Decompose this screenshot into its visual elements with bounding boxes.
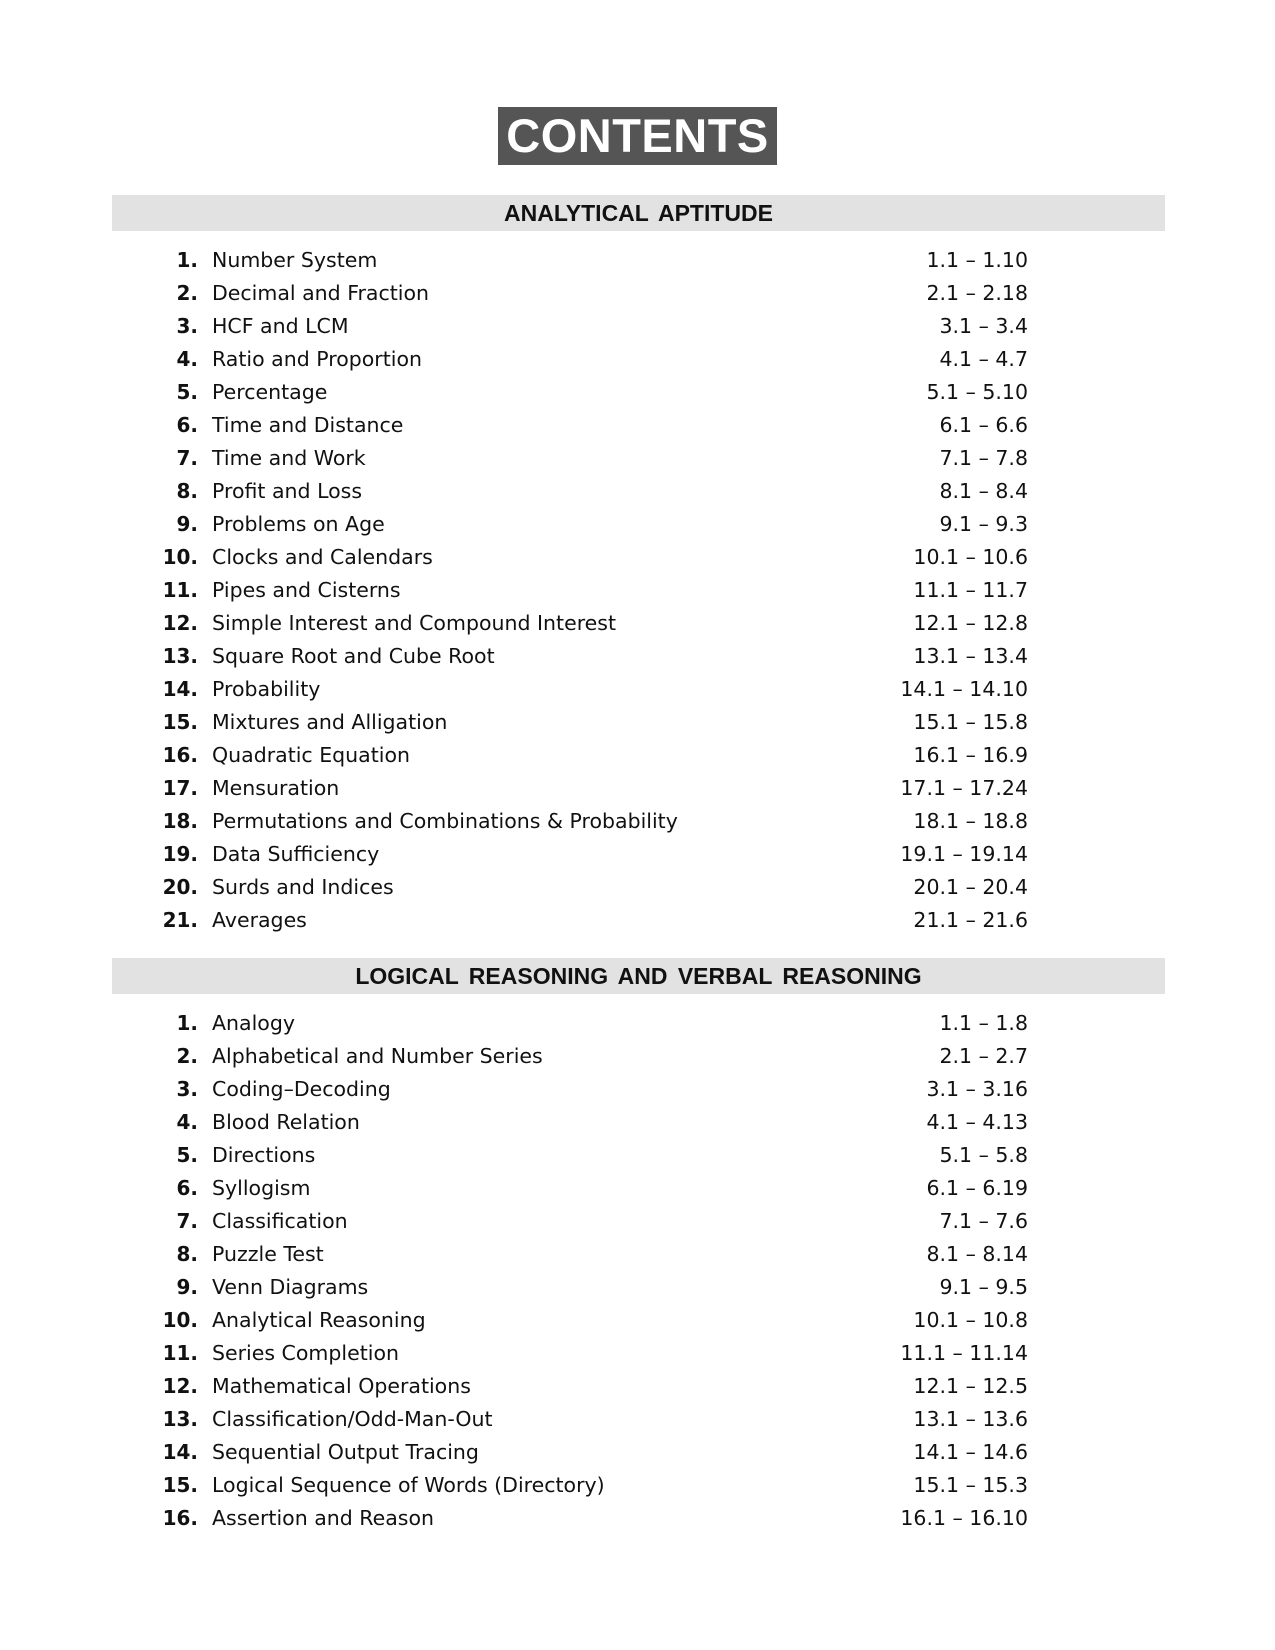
toc-entry: [0, 739, 1275, 772]
toc-entry-title: Square Root and Cube Root: [212, 644, 495, 668]
toc-entry-number: 19.: [162, 842, 198, 866]
toc-entry-pages: 7.1 – 7.6: [939, 1209, 1028, 1233]
toc-entry-number: 18.: [162, 809, 198, 833]
toc-entry: [0, 1304, 1275, 1337]
toc-entry-number: 2.: [176, 281, 198, 305]
toc-entry: [0, 475, 1275, 508]
toc-entry-title: Profit and Loss: [212, 479, 363, 503]
toc-entry-title: Coding–Decoding: [212, 1077, 391, 1101]
toc-entry-pages: 15.1 – 15.3: [913, 1473, 1028, 1497]
toc-entry-number: 16.: [162, 743, 198, 767]
toc-entry-title: Time and Distance: [212, 413, 404, 437]
toc-entry-pages: 8.1 – 8.4: [939, 479, 1028, 503]
toc-entry-title: Percentage: [212, 380, 328, 404]
toc-list-logical-reasoning: [0, 1007, 1275, 1535]
toc-entry-number: 6.: [176, 413, 198, 437]
toc-entry-number: 13.: [162, 644, 198, 668]
toc-entry-number: 5.: [176, 1143, 198, 1167]
toc-entry: [0, 409, 1275, 442]
toc-entry-pages: 20.1 – 20.4: [913, 875, 1028, 899]
toc-entry-pages: 9.1 – 9.3: [939, 512, 1028, 536]
toc-entry-number: 15.: [162, 710, 198, 734]
toc-entry-number: 12.: [162, 611, 198, 635]
toc-entry-pages: 13.1 – 13.4: [913, 644, 1028, 668]
toc-entry-number: 14.: [162, 677, 198, 701]
toc-entry-pages: 5.1 – 5.10: [926, 380, 1028, 404]
toc-entry-number: 17.: [162, 776, 198, 800]
toc-entry-pages: 21.1 – 21.6: [913, 908, 1028, 932]
toc-entry: [0, 1337, 1275, 1370]
toc-entry-title: Surds and Indices: [212, 875, 394, 899]
toc-entry-number: 16.: [162, 1506, 198, 1530]
toc-entry-title: Mensuration: [212, 776, 340, 800]
toc-entry-number: 8.: [176, 1242, 198, 1266]
toc-entry: [0, 1106, 1275, 1139]
toc-entry-number: 5.: [176, 380, 198, 404]
toc-entry-pages: 10.1 – 10.6: [913, 545, 1028, 569]
toc-entry-title: Ratio and Proportion: [212, 347, 423, 371]
toc-entry-number: 1.: [176, 1011, 198, 1035]
toc-entry: [0, 1238, 1275, 1271]
toc-entry-pages: 19.1 – 19.14: [900, 842, 1028, 866]
toc-entry-title: Permutations and Combinations & Probability: [212, 809, 678, 833]
toc-entry-pages: 3.1 – 3.16: [926, 1077, 1028, 1101]
toc-entry-title: Assertion and Reason: [212, 1506, 435, 1530]
toc-entry-number: 20.: [162, 875, 198, 899]
toc-entry-title: Series Completion: [212, 1341, 399, 1365]
toc-entry: [0, 706, 1275, 739]
toc-entry-title: Mathematical Operations: [212, 1374, 471, 1398]
toc-entry-title: Mixtures and Alligation: [212, 710, 448, 734]
toc-entry-pages: 12.1 – 12.8: [913, 611, 1028, 635]
toc-entry: [0, 1436, 1275, 1469]
toc-entry-number: 11.: [162, 1341, 198, 1365]
toc-entry: [0, 772, 1275, 805]
toc-entry: [0, 244, 1275, 277]
toc-entry-pages: 2.1 – 2.7: [939, 1044, 1028, 1068]
toc-entry: [0, 871, 1275, 904]
toc-entry-number: 6.: [176, 1176, 198, 1200]
toc-entry: [0, 1172, 1275, 1205]
toc-entry-number: 10.: [162, 1308, 198, 1332]
toc-entry-number: 9.: [176, 1275, 198, 1299]
toc-entry-pages: 6.1 – 6.19: [926, 1176, 1028, 1200]
toc-entry-pages: 14.1 – 14.6: [913, 1440, 1028, 1464]
toc-entry-number: 12.: [162, 1374, 198, 1398]
toc-entry-pages: 18.1 – 18.8: [913, 809, 1028, 833]
toc-entry: [0, 805, 1275, 838]
toc-entry: [0, 838, 1275, 871]
toc-entry-number: 1.: [176, 248, 198, 272]
toc-entry: [0, 376, 1275, 409]
toc-entry: [0, 904, 1275, 937]
toc-entry-title: Logical Sequence of Words (Directory): [212, 1473, 605, 1497]
toc-entry-number: 3.: [176, 314, 198, 338]
toc-entry-pages: 2.1 – 2.18: [926, 281, 1028, 305]
page-title: CONTENTS: [498, 107, 777, 165]
toc-entry: [0, 1205, 1275, 1238]
toc-entry-pages: 16.1 – 16.9: [913, 743, 1028, 767]
toc-entry-number: 15.: [162, 1473, 198, 1497]
toc-entry: [0, 640, 1275, 673]
toc-entry-pages: 13.1 – 13.6: [913, 1407, 1028, 1431]
toc-entry-pages: 7.1 – 7.8: [939, 446, 1028, 470]
toc-entry-title: Directions: [212, 1143, 316, 1167]
toc-entry-number: 11.: [162, 578, 198, 602]
toc-entry-number: 4.: [176, 1110, 198, 1134]
toc-entry: [0, 673, 1275, 706]
toc-entry-pages: 4.1 – 4.7: [939, 347, 1028, 371]
toc-entry-pages: 6.1 – 6.6: [939, 413, 1028, 437]
toc-entry-title: Probability: [212, 677, 321, 701]
toc-entry: [0, 277, 1275, 310]
toc-entry-title: Quadratic Equation: [212, 743, 411, 767]
toc-entry-pages: 10.1 – 10.8: [913, 1308, 1028, 1332]
toc-entry: [0, 1370, 1275, 1403]
toc-entry-title: Data Sufficiency: [212, 842, 380, 866]
toc-entry: [0, 1007, 1275, 1040]
toc-entry-title: Problems on Age: [212, 512, 385, 536]
toc-entry: [0, 310, 1275, 343]
toc-entry-title: HCF and LCM: [212, 314, 349, 338]
toc-entry-number: 3.: [176, 1077, 198, 1101]
toc-entry-title: Syllogism: [212, 1176, 311, 1200]
toc-entry-title: Pipes and Cisterns: [212, 578, 401, 602]
toc-entry-title: Sequential Output Tracing: [212, 1440, 479, 1464]
toc-entry-number: 4.: [176, 347, 198, 371]
toc-entry-title: Number System: [212, 248, 378, 272]
toc-entry: [0, 1403, 1275, 1436]
toc-entry: [0, 1469, 1275, 1502]
toc-entry-pages: 15.1 – 15.8: [913, 710, 1028, 734]
toc-entry-title: Decimal and Fraction: [212, 281, 430, 305]
toc-entry-title: Venn Diagrams: [212, 1275, 369, 1299]
section-heading-logical-reasoning: LOGICAL REASONING AND VERBAL REASONING: [112, 958, 1165, 994]
toc-entry-number: 8.: [176, 479, 198, 503]
title-wrap: [0, 107, 1275, 165]
toc-entry: [0, 1502, 1275, 1535]
toc-entry-pages: 3.1 – 3.4: [939, 314, 1028, 338]
toc-entry-title: Puzzle Test: [212, 1242, 324, 1266]
toc-entry-pages: 11.1 – 11.7: [913, 578, 1028, 602]
toc-entry-number: 2.: [176, 1044, 198, 1068]
toc-entry: [0, 541, 1275, 574]
toc-entry-number: 14.: [162, 1440, 198, 1464]
toc-entry-pages: 1.1 – 1.10: [926, 248, 1028, 272]
toc-entry: [0, 1040, 1275, 1073]
toc-entry-pages: 8.1 – 8.14: [926, 1242, 1028, 1266]
toc-entry-title: Classification/Odd-Man-Out: [212, 1407, 493, 1431]
toc-entry: [0, 607, 1275, 640]
toc-entry-number: 21.: [162, 908, 198, 932]
toc-entry-pages: 16.1 – 16.10: [900, 1506, 1028, 1530]
toc-entry: [0, 1139, 1275, 1172]
toc-entry-pages: 4.1 – 4.13: [926, 1110, 1028, 1134]
toc-entry: [0, 574, 1275, 607]
toc-entry-pages: 5.1 – 5.8: [939, 1143, 1028, 1167]
toc-entry-title: Alphabetical and Number Series: [212, 1044, 543, 1068]
toc-entry-pages: 1.1 – 1.8: [939, 1011, 1028, 1035]
toc-entry-number: 13.: [162, 1407, 198, 1431]
toc-entry-title: Averages: [212, 908, 307, 932]
toc-entry-number: 9.: [176, 512, 198, 536]
toc-entry-title: Simple Interest and Compound Interest: [212, 611, 617, 635]
toc-entry-number: 7.: [176, 1209, 198, 1233]
toc-entry: [0, 508, 1275, 541]
toc-entry-pages: 17.1 – 17.24: [900, 776, 1028, 800]
toc-entry-number: 10.: [162, 545, 198, 569]
section-heading-analytical-aptitude: ANALYTICAL APTITUDE: [112, 195, 1165, 231]
toc-entry-pages: 9.1 – 9.5: [939, 1275, 1028, 1299]
toc-entry-pages: 14.1 – 14.10: [900, 677, 1028, 701]
toc-list-analytical-aptitude: [0, 244, 1275, 937]
toc-entry-title: Clocks and Calendars: [212, 545, 433, 569]
toc-entry-title: Analytical Reasoning: [212, 1308, 426, 1332]
toc-entry-title: Time and Work: [212, 446, 366, 470]
toc-entry-title: Blood Relation: [212, 1110, 360, 1134]
toc-entry-title: Classification: [212, 1209, 348, 1233]
toc-entry: [0, 1073, 1275, 1106]
toc-entry-pages: 12.1 – 12.5: [913, 1374, 1028, 1398]
toc-entry-pages: 11.1 – 11.14: [900, 1341, 1028, 1365]
toc-entry: [0, 442, 1275, 475]
toc-entry: [0, 343, 1275, 376]
toc-entry-title: Analogy: [212, 1011, 295, 1035]
toc-entry-number: 7.: [176, 446, 198, 470]
toc-entry: [0, 1271, 1275, 1304]
